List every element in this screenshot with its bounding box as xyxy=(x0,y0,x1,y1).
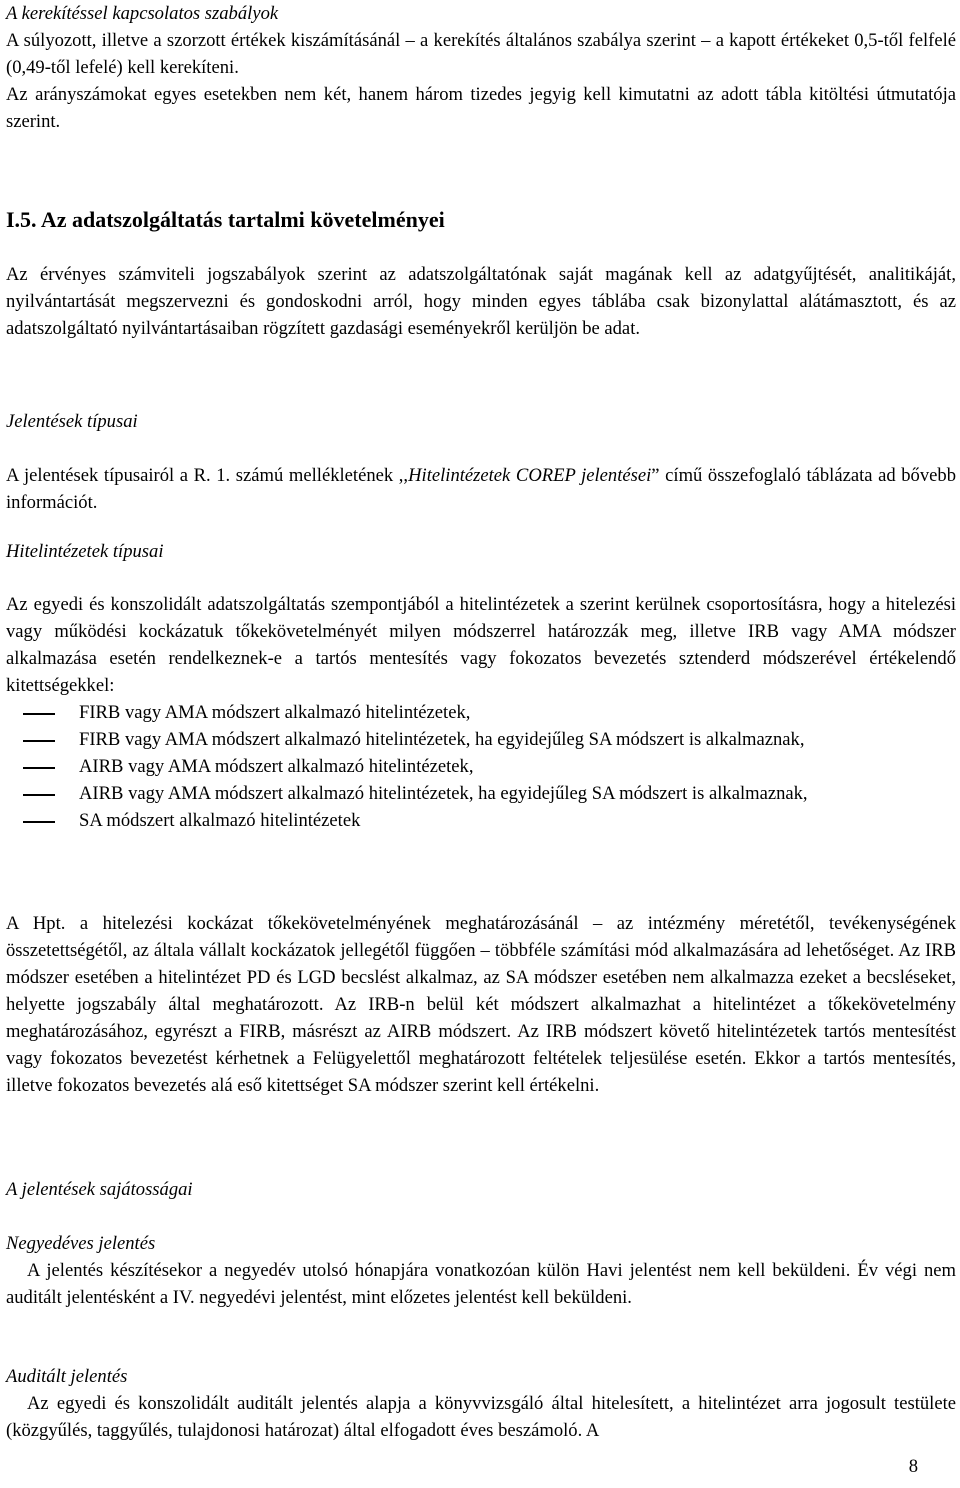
quarterly-text: A jelentés készítésekor a negyedév utolsó hónapjára vonatkozóan külön Havi jelentést nem kell beküldeni. Év végi nem auditált jelentésként a IV. negyedévi jelentést, mint előzetes jelentést kell beküldeni. xyxy=(6,1260,956,1308)
institution-types-intro: Az egyedi és konszolidált adatszolgáltatás szempontjából a hitelintézetek a szerint kerülnek csoportosításra, hogy a hitelezési vagy működési kockázatuk tőkekövetelményét milyen módszerrel határozzák meg, illetve IRB vagy AMA módszer alkalmazása esetén rendelkeznek-e a tartós mentesítés vagy fokozatos bevezetés sztenderd módszerével értékelendő kitettségekkel: xyxy=(6,594,956,696)
dash-icon xyxy=(23,713,55,715)
audited-heading: Auditált jelentés xyxy=(6,1366,128,1387)
list-item-text: FIRB vagy AMA módszert alkalmazó hitelintézetek, ha egyidejűleg SA módszert is alkalmaznak, xyxy=(79,729,805,750)
dash-icon xyxy=(23,740,55,742)
report-types-block xyxy=(6,408,956,435)
hpt-block xyxy=(6,910,956,1099)
report-types-heading: Jelentések típusai xyxy=(6,411,138,432)
rounding-paragraph-2: Az arányszámokat egyes esetekben nem két, hanem három tizedes jegyig kell kimutatni az adott tábla kitöltési útmutatója szerint. xyxy=(6,84,956,132)
dash-icon xyxy=(23,821,55,823)
report-features-heading: A jelentések sajátosságai xyxy=(6,1179,193,1200)
section-intro-block xyxy=(6,261,956,342)
page-number: 8 xyxy=(908,1456,918,1477)
list-item-text: FIRB vagy AMA módszert alkalmazó hitelintézetek, xyxy=(79,702,471,723)
institution-types-heading: Hitelintézetek típusai xyxy=(6,541,164,562)
list-item xyxy=(6,699,956,726)
hpt-paragraph: A Hpt. a hitelezési kockázat tőkekövetelményének meghatározásánál – az intézmény méretétől, tevékenységének összetettségétől, az általa vállalt kockázatok jellegétől függően – többféle számítási mód alkalmazására ad lehetőséget. Az IRB módszer esetében a hitelintézet PD és LGD becslést alkalmaz, az SA módszer esetében nem alkalmazza ezeket a becsléseket, helyette jogszabály által meghatározott. Az IRB-n belül két módszert alkalmazhat a hitelintézet a tőkekövetelmény meghatározásához, egyrészt a FIRB, másrészt az AIRB módszert. Az IRB módszert követő hitelintézetek tartós mentesítést vagy fokozatos bevezetést kérhetnek a Felügyelettől meghatározott feltételek teljesülése esetén. Ekkor a tartós mentesítés, illetve fokozatos bevezetés alá eső kitettséget SA módszer szerint kell értékelni. xyxy=(6,913,956,1096)
list-item-text: AIRB vagy AMA módszert alkalmazó hitelintézetek, ha egyidejűleg SA módszert is alkalmaznak, xyxy=(79,783,808,804)
report-types-text-end: ” című összefoglaló táblázata ad bővebb információt. xyxy=(6,465,957,513)
report-types-text-block xyxy=(6,462,956,516)
list-item xyxy=(6,780,956,807)
report-features-block xyxy=(6,1176,956,1203)
list-item xyxy=(6,726,956,753)
rounding-paragraph-1: A súlyozott, illetve a szorzott értékek kiszámításánál – a kerekítés általános szabálya szerint – a kapott értékeket 0,5-től felfelé (0,49-től lefelé) kell kerekíteni. xyxy=(6,30,956,78)
corep-title: Hitelintézetek COREP jelentései xyxy=(408,465,652,486)
list-item-text: SA módszert alkalmazó hitelintézetek xyxy=(79,810,361,831)
list-item xyxy=(6,807,956,834)
audited-block xyxy=(6,1363,956,1444)
institution-types-body xyxy=(6,591,956,834)
report-types-text xyxy=(6,462,956,516)
audited-text: Az egyedi és konszolidált auditált jelentés alapja a könyvvizsgáló által hitelesített, a hitelintézet arra jogosult testülete (közgyűlés, taggyűlés, tulajdonosi határozat) által elfogadott éves beszámoló. A xyxy=(6,1393,956,1441)
institution-types-block xyxy=(6,538,956,565)
institution-types-list xyxy=(6,699,956,834)
rounding-section xyxy=(6,0,956,135)
rounding-heading: A kerekítéssel kapcsolatos szabályok xyxy=(6,3,279,24)
section-intro: Az érvényes számviteli jogszabályok szerint az adatszolgáltatónak saját magának kell az adatgyűjtését, analitikáját, nyilvántartását megszervezni és gondoskodni arról, hogy minden egyes táblába csak bizonylattal alátámasztott, és az adatszolgáltató nyilvántartásaiban rögzített gazdasági eseményekről kerüljön be adat. xyxy=(6,264,956,339)
list-item-text: AIRB vagy AMA módszert alkalmazó hitelintézetek, xyxy=(79,756,474,777)
dash-icon xyxy=(23,794,55,796)
quarterly-heading: Negyedéves jelentés xyxy=(6,1233,156,1254)
report-types-text-start: A jelentések típusairól a R. 1. számú mellékletének ,, xyxy=(6,465,409,486)
list-item xyxy=(6,753,956,780)
section-title: I.5. Az adatszolgáltatás tartalmi követelményei xyxy=(6,207,445,232)
quarterly-block xyxy=(6,1230,956,1311)
dash-icon xyxy=(23,767,55,769)
